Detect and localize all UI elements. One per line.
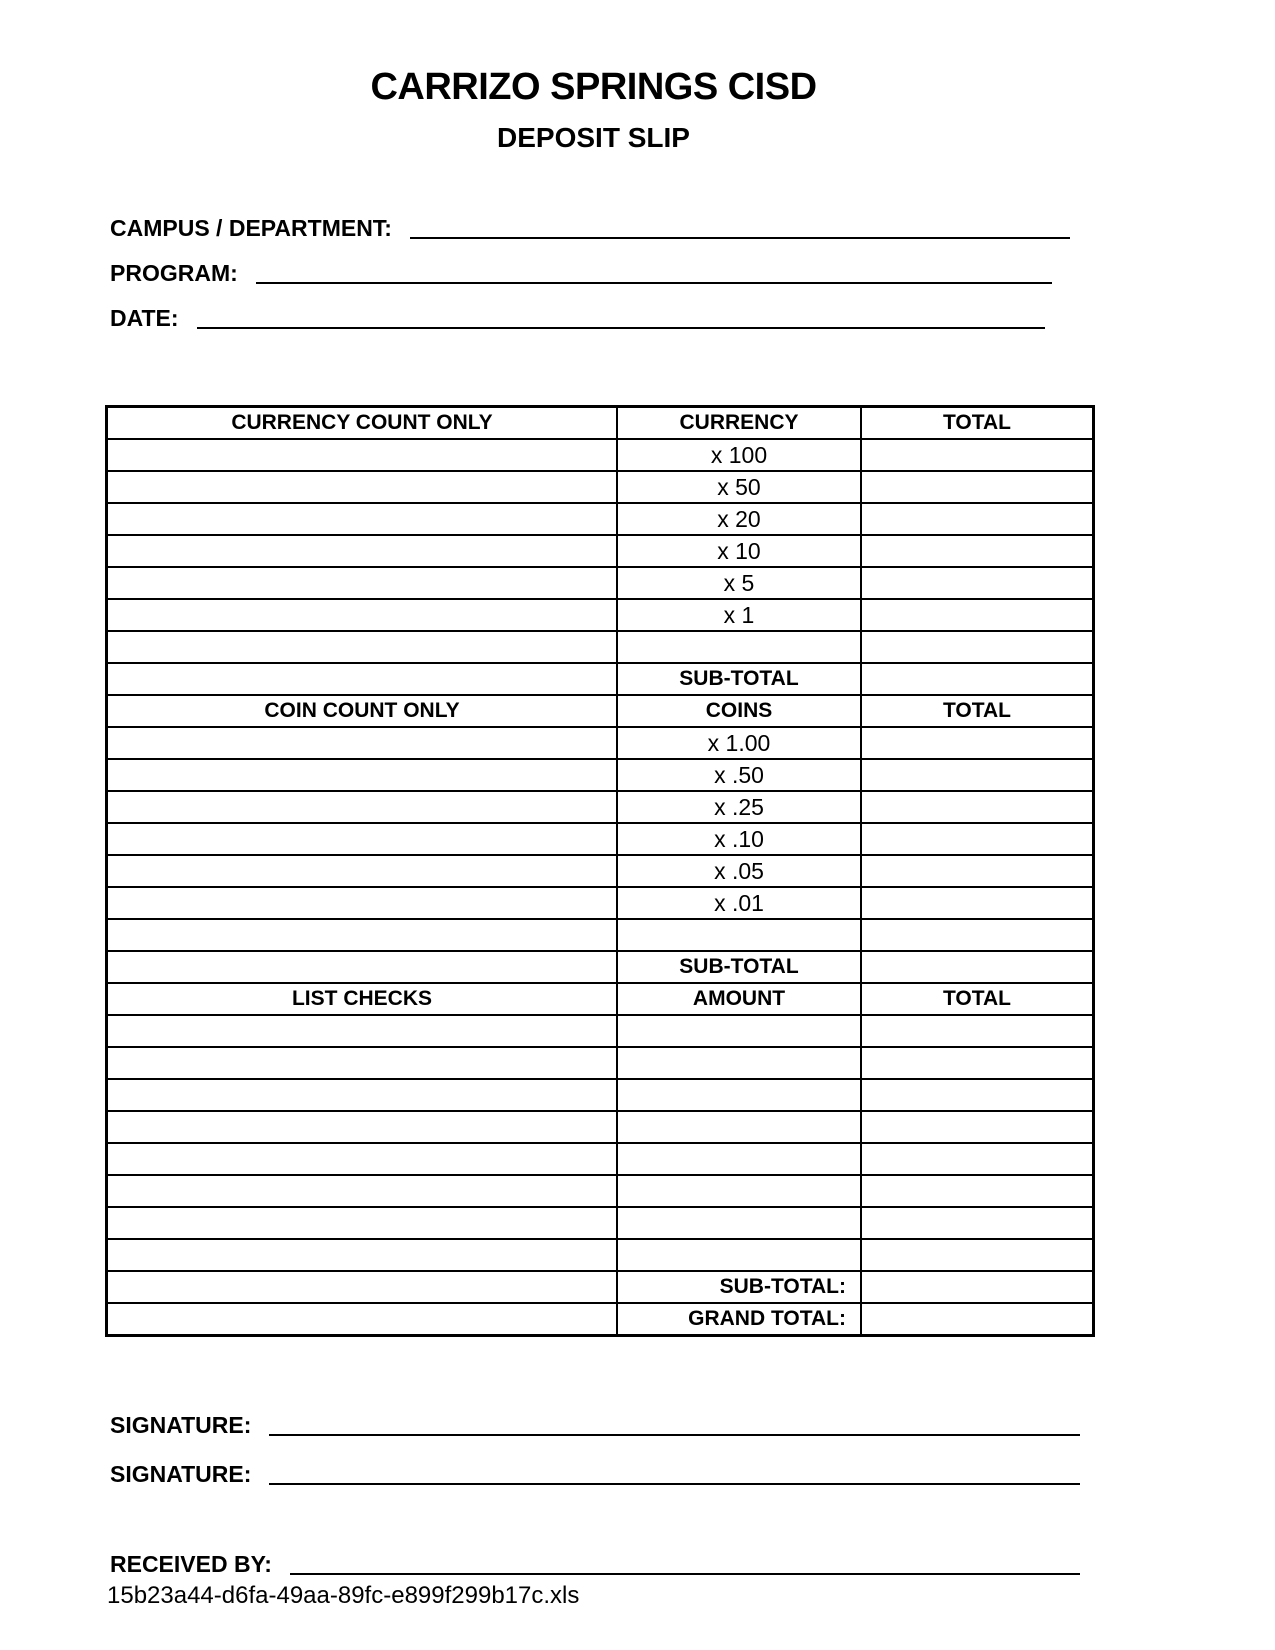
coin-header-row [107,695,1094,727]
denomination-cell: x 50 [617,471,861,503]
amount-cell[interactable] [617,1143,861,1175]
total-cell[interactable] [861,535,1094,567]
check-cell[interactable] [107,1143,618,1175]
denomination-cell: x 5 [617,567,861,599]
table-row [107,503,1094,535]
total-cell[interactable] [861,567,1094,599]
table-row [107,1079,1094,1111]
signature-blank-2[interactable] [269,1457,1080,1485]
blank-cell [107,1303,618,1336]
program-field [110,253,1052,287]
check-cell[interactable] [107,1111,618,1143]
table-row [107,535,1094,567]
total-cell[interactable] [861,1239,1094,1271]
coin-subtotal-cell[interactable] [861,951,1094,983]
count-cell[interactable] [107,599,618,631]
signature-blank-1[interactable] [269,1408,1080,1436]
table-row [107,759,1094,791]
currency-subtotal-cell[interactable] [861,663,1094,695]
total-cell[interactable] [861,1015,1094,1047]
table-row [107,599,1094,631]
table-row [107,727,1094,759]
signature-field-1 [110,1405,1080,1439]
amount-cell[interactable] [617,1079,861,1111]
total-cell[interactable] [861,887,1094,919]
coin-subtotal-row [107,951,1094,983]
campus-department-label: CAMPUS / DEPARTMENT: [110,215,392,241]
program-blank[interactable] [256,256,1052,284]
program-label: PROGRAM: [110,260,238,286]
amount-cell[interactable] [617,1207,861,1239]
total-cell[interactable] [861,823,1094,855]
denomination-cell: x .10 [617,823,861,855]
total-cell[interactable] [861,1207,1094,1239]
table-row [107,1239,1094,1271]
checks-subtotal-label: SUB-TOTAL: [617,1271,861,1303]
total-cell[interactable] [861,599,1094,631]
table-row [107,631,1094,663]
denomination-cell: x 10 [617,535,861,567]
table-row [107,1015,1094,1047]
count-cell[interactable] [107,439,618,471]
count-cell[interactable] [107,823,618,855]
count-cell[interactable] [107,503,618,535]
amount-cell[interactable] [617,1239,861,1271]
denomination-cell: x 1 [617,599,861,631]
currency-total-header: TOTAL [861,407,1094,440]
organization-title: CARRIZO SPRINGS CISD [370,66,817,108]
table-row [107,887,1094,919]
file-name: 15b23a44-d6fa-49aa-89fc-e899f299b17c.xls [107,1582,580,1609]
table-row [107,855,1094,887]
amount-cell[interactable] [617,1175,861,1207]
table-row [107,1207,1094,1239]
list-checks-header: LIST CHECKS [107,983,618,1015]
denomination-cell: x .01 [617,887,861,919]
total-cell[interactable] [861,791,1094,823]
check-cell[interactable] [107,1175,618,1207]
total-cell[interactable] [861,1143,1094,1175]
total-cell[interactable] [861,855,1094,887]
currency-count-header: CURRENCY COUNT ONLY [107,407,618,440]
checks-header-row [107,983,1094,1015]
date-label: DATE: [110,305,179,331]
checks-total-header: TOTAL [861,983,1094,1015]
signature-label-2: SIGNATURE: [110,1461,252,1487]
amount-cell[interactable] [617,1111,861,1143]
count-cell[interactable] [107,567,618,599]
currency-subtotal-label: SUB-TOTAL [617,663,861,695]
date-blank[interactable] [197,301,1045,329]
checks-subtotal-row [107,1271,1094,1303]
check-cell[interactable] [107,1015,618,1047]
total-cell[interactable] [861,1111,1094,1143]
checks-subtotal-cell[interactable] [861,1271,1094,1303]
currency-subtotal-row [107,663,1094,695]
count-cell[interactable] [107,727,618,759]
check-cell[interactable] [107,1239,618,1271]
amount-header: AMOUNT [617,983,861,1015]
total-cell[interactable] [861,1175,1094,1207]
table-row [107,791,1094,823]
amount-cell[interactable] [617,1047,861,1079]
total-cell[interactable] [861,631,1094,663]
currency-denomination-header: CURRENCY [617,407,861,440]
table-row [107,1047,1094,1079]
currency-header-row [107,407,1094,440]
total-cell[interactable] [861,727,1094,759]
grand-total-cell[interactable] [861,1303,1094,1336]
total-cell[interactable] [861,439,1094,471]
campus-department-field [110,208,1070,242]
table-row [107,1111,1094,1143]
table-row [107,919,1094,951]
check-cell[interactable] [107,1079,618,1111]
amount-cell[interactable] [617,1015,861,1047]
coin-count-header: COIN COUNT ONLY [107,695,618,727]
count-cell[interactable] [107,631,618,663]
coin-total-header: TOTAL [861,695,1094,727]
denomination-cell: x 100 [617,439,861,471]
table-row [107,471,1094,503]
denomination-cell: x 20 [617,503,861,535]
table-row [107,1143,1094,1175]
grand-total-row [107,1303,1094,1336]
blank-cell [107,951,618,983]
received-by-blank[interactable] [290,1547,1080,1575]
received-by-field [110,1544,1080,1578]
deposit-table [105,405,1095,1337]
total-cell[interactable] [861,759,1094,791]
total-cell[interactable] [861,1047,1094,1079]
count-cell[interactable] [107,919,618,951]
coin-denomination-header: COINS [617,695,861,727]
signature-label-1: SIGNATURE: [110,1412,252,1438]
blank-cell [107,1271,618,1303]
grand-total-label: GRAND TOTAL: [617,1303,861,1336]
count-cell[interactable] [107,471,618,503]
check-cell[interactable] [107,1207,618,1239]
count-cell[interactable] [107,791,618,823]
table-row [107,823,1094,855]
blank-cell [107,663,618,695]
total-cell[interactable] [861,1079,1094,1111]
table-row [107,567,1094,599]
date-field [110,298,1045,332]
signature-field-2 [110,1454,1080,1488]
table-row [107,1175,1094,1207]
count-cell[interactable] [107,887,618,919]
form-title: DEPOSIT SLIP [497,122,690,153]
count-cell[interactable] [107,855,618,887]
blank-cell [617,631,861,663]
total-cell[interactable] [861,471,1094,503]
received-by-label: RECEIVED BY: [110,1551,272,1577]
check-cell[interactable] [107,1047,618,1079]
blank-cell [617,919,861,951]
denomination-cell: x 1.00 [617,727,861,759]
table-row [107,439,1094,471]
count-cell[interactable] [107,759,618,791]
coin-subtotal-label: SUB-TOTAL [617,951,861,983]
denomination-cell: x .05 [617,855,861,887]
total-cell[interactable] [861,919,1094,951]
total-cell[interactable] [861,503,1094,535]
denomination-cell: x .25 [617,791,861,823]
campus-department-blank[interactable] [410,211,1070,239]
count-cell[interactable] [107,535,618,567]
denomination-cell: x .50 [617,759,861,791]
